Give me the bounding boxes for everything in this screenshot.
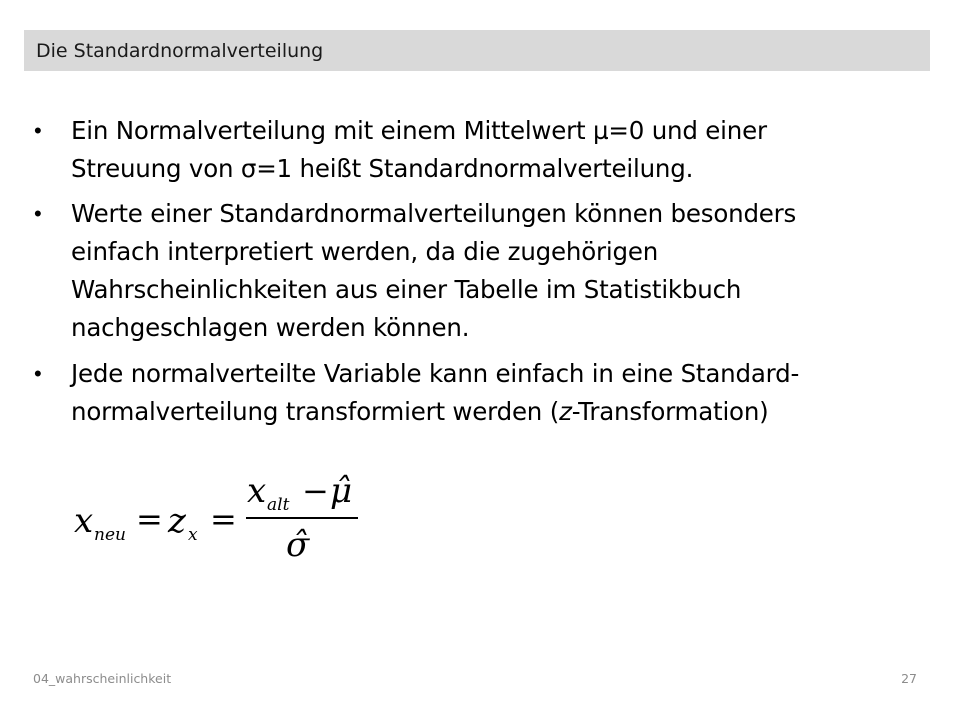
- z-italic: z: [559, 397, 572, 426]
- bullet-line: nachgeschlagen werden können.: [71, 313, 470, 342]
- formula-equals-2: =: [210, 500, 237, 538]
- formula-equals-1: =: [136, 500, 163, 538]
- page-number: 27: [901, 671, 917, 686]
- formula-num-var: x: [247, 471, 267, 511]
- formula-mu-hat: μ̂: [330, 471, 353, 511]
- bullet-text: [71, 112, 861, 188]
- bullet-line: Jede normalverteilte Variable kann einfach in eine Standard-: [71, 359, 800, 388]
- formula-z-var: z: [168, 501, 186, 541]
- formula-sigma-hat: σ̂: [286, 525, 310, 565]
- bullet-icon: •: [34, 118, 42, 143]
- formula-lhs-var: x: [74, 501, 94, 541]
- bullet-icon: •: [34, 201, 42, 226]
- bullet-text: [71, 355, 861, 431]
- bullet-text: [71, 195, 861, 347]
- slide-title: Die Standardnormalverteilung: [36, 39, 324, 62]
- bullet-icon: •: [34, 361, 42, 386]
- bullet-line: Werte einer Standardnormalverteilungen können besonders: [71, 199, 797, 228]
- formula-num-sub: alt: [267, 495, 290, 515]
- bullet-line: Streuung von σ=1 heißt Standardnormalverteilung.: [71, 154, 694, 183]
- formula-lhs-sub: neu: [94, 525, 126, 545]
- bullet-line: Ein Normalverteilung mit einem Mittelwert µ=0 und einer: [71, 116, 767, 145]
- bullet-line-part: normalverteilung transformiert werden (: [71, 397, 560, 426]
- bullet-line: einfach interpretiert werden, da die zugehörigen: [71, 237, 659, 266]
- bullet-line-part: -Transformation): [571, 397, 769, 426]
- formula-svg: [70, 470, 370, 570]
- footer-filename: 04_wahrscheinlichkeit: [33, 671, 172, 686]
- z-transformation-formula: [70, 470, 370, 570]
- bullet-line: Wahrscheinlichkeiten aus einer Tabelle im Statistikbuch: [71, 275, 742, 304]
- slide-title-bar: [24, 30, 930, 71]
- bullet-line: [71, 393, 861, 431]
- formula-z-sub: x: [188, 525, 198, 545]
- formula-minus: −: [302, 472, 329, 510]
